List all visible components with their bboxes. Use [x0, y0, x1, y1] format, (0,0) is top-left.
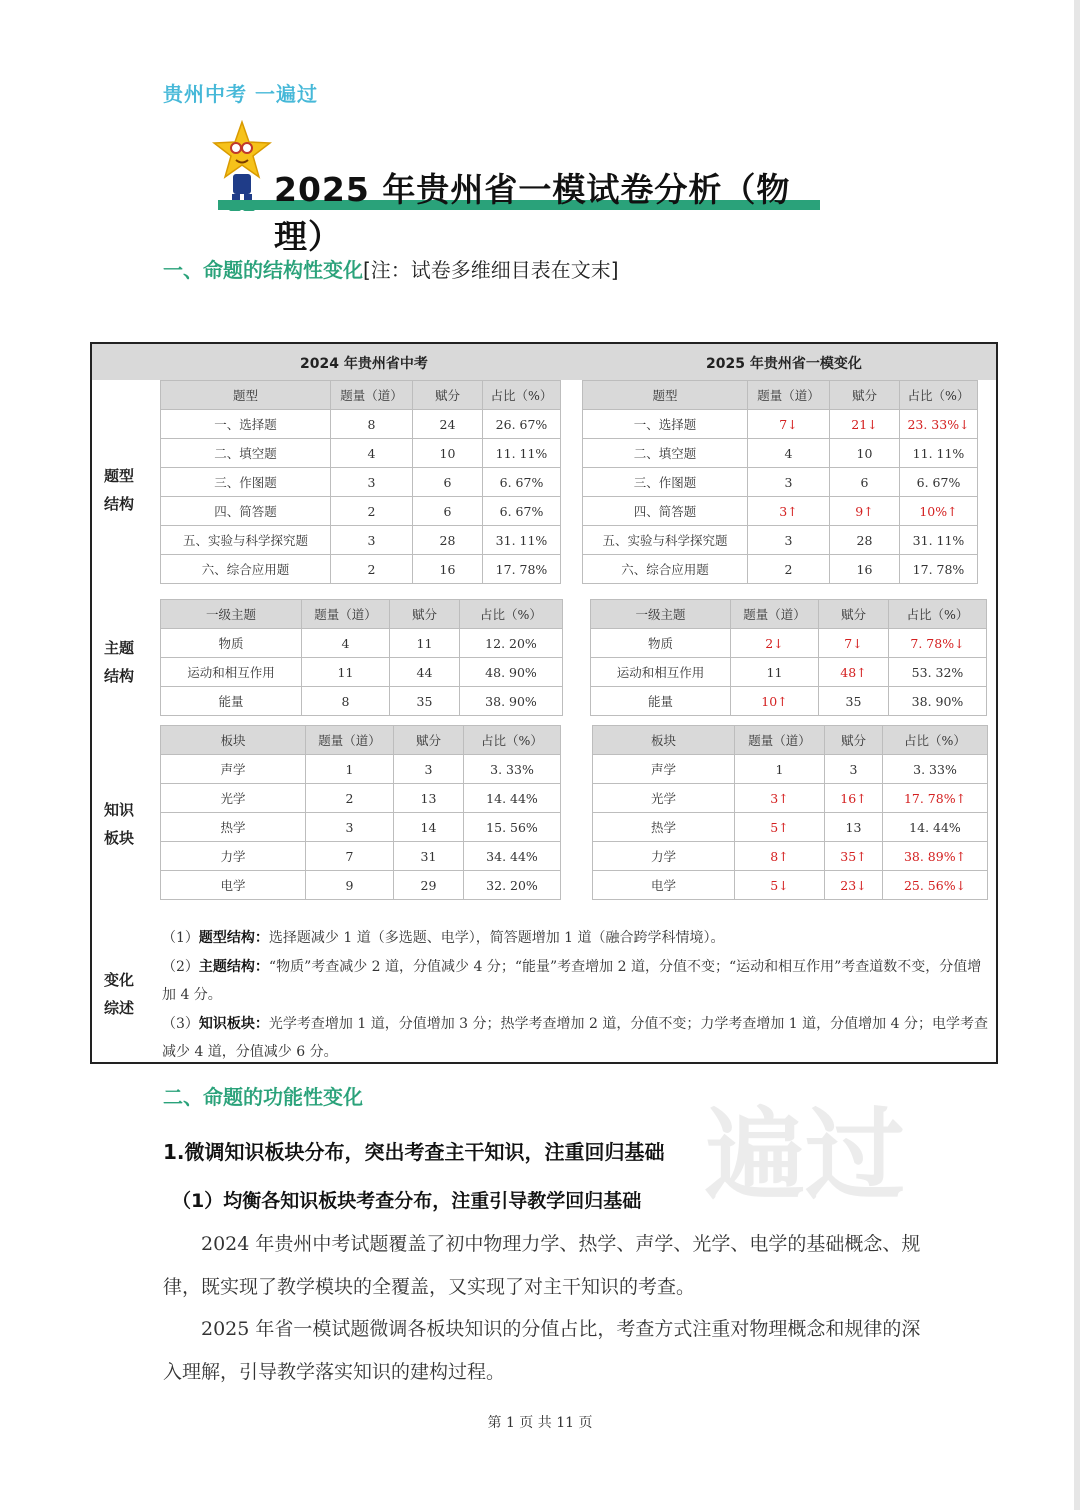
- table-cell: 3: [748, 526, 830, 555]
- table-cell: 10%↑: [900, 497, 978, 526]
- table-header-row: [593, 726, 988, 755]
- table-cell: 能量: [591, 687, 731, 716]
- header-2024: 2024 年贵州省中考: [300, 356, 428, 372]
- summary-item: （3）知识板块：光学考查增加 1 道，分值增加 3 分；热学考查增加 2 道，分值不变；力学考查增加 1 道，分值增加 4 分；电学考查减少 4 道，分值减少 6 分。: [162, 1015, 988, 1060]
- table-cell: 6: [830, 468, 900, 497]
- header-2025: 2025 年贵州省一模变化: [706, 356, 862, 372]
- table-cell: 38. 89%↑: [883, 842, 988, 871]
- type-table-2024: [160, 380, 561, 584]
- table-header-row: [583, 381, 978, 410]
- table-cell: 16: [830, 555, 900, 584]
- table-header-row: [591, 600, 987, 629]
- table-cell: 6: [413, 468, 483, 497]
- frame-header: [92, 344, 996, 380]
- table-cell: 35↑: [825, 842, 883, 871]
- table-cell: 7: [306, 842, 394, 871]
- column-header: 赋分: [825, 726, 883, 755]
- table-cell: 14: [394, 813, 464, 842]
- table-cell: 48↑: [819, 658, 889, 687]
- table-cell: 24: [413, 410, 483, 439]
- table-cell: 53. 32%: [889, 658, 987, 687]
- table-cell: 5↓: [735, 871, 825, 900]
- table-cell: 11: [731, 658, 819, 687]
- column-header: 题型: [583, 381, 748, 410]
- table-cell: 运动和相互作用: [161, 658, 302, 687]
- table-cell: 16↑: [825, 784, 883, 813]
- table-cell: 10↑: [731, 687, 819, 716]
- column-header: 赋分: [394, 726, 464, 755]
- table-cell: 1: [735, 755, 825, 784]
- table-cell: 7↓: [819, 629, 889, 658]
- table-cell: 11. 11%: [900, 439, 978, 468]
- table-cell: 15. 56%: [464, 813, 561, 842]
- table-cell: 3: [306, 813, 394, 842]
- table-cell: 14. 44%: [464, 784, 561, 813]
- table-cell: 11. 11%: [483, 439, 561, 468]
- table-cell: 25. 56%↓: [883, 871, 988, 900]
- table-cell: 3: [331, 526, 413, 555]
- table-cell: 16: [413, 555, 483, 584]
- table-cell: 44: [390, 658, 460, 687]
- table-cell: 11: [390, 629, 460, 658]
- section-2-heading: 二、命题的功能性变化: [163, 1085, 363, 1109]
- table-cell: 3: [748, 468, 830, 497]
- table-cell: 21↓: [830, 410, 900, 439]
- table-row: [161, 687, 563, 716]
- table-cell: 4: [748, 439, 830, 468]
- table-row: [583, 526, 978, 555]
- column-header: 板块: [161, 726, 306, 755]
- table-row: [583, 555, 978, 584]
- table-cell: 38. 90%: [889, 687, 987, 716]
- column-header: 一级主题: [591, 600, 731, 629]
- table-cell: 2: [306, 784, 394, 813]
- table-cell: 3. 33%: [464, 755, 561, 784]
- column-header: 赋分: [830, 381, 900, 410]
- table-cell: 31. 11%: [483, 526, 561, 555]
- table-cell: 热学: [593, 813, 735, 842]
- column-header: 题量（道）: [331, 381, 413, 410]
- table-cell: 23↓: [825, 871, 883, 900]
- table-row: [161, 555, 561, 584]
- summary-item: （2）主题结构：“物质”考查减少 2 道，分值减少 4 分；“能量”考查增加 2 道，分值不变；“运动和相互作用”考查道数不变，分值增加 4 分。: [162, 958, 982, 1003]
- column-header: 占比（%）: [900, 381, 978, 410]
- table-cell: 35: [390, 687, 460, 716]
- column-header: 题型: [161, 381, 331, 410]
- table-cell: 13: [825, 813, 883, 842]
- table-cell: 热学: [161, 813, 306, 842]
- table-row: [161, 813, 561, 842]
- table-cell: 三、作图题: [161, 468, 331, 497]
- table-cell: 运动和相互作用: [591, 658, 731, 687]
- table-cell: 物质: [161, 629, 302, 658]
- table-cell: 四、简答题: [161, 497, 331, 526]
- table-row: [593, 784, 988, 813]
- table-cell: 力学: [161, 842, 306, 871]
- table-row: [591, 658, 987, 687]
- table-cell: 6: [413, 497, 483, 526]
- table-cell: 一、选择题: [583, 410, 748, 439]
- watermark-logo: [705, 1090, 935, 1210]
- section-1-note: [注：试卷多维细目表在文末]: [363, 258, 619, 282]
- column-header: 占比（%）: [460, 600, 563, 629]
- page-footer: 第 1 页 共 11 页: [487, 1415, 593, 1431]
- table-cell: 四、简答题: [583, 497, 748, 526]
- table-cell: 能量: [161, 687, 302, 716]
- table-cell: 声学: [161, 755, 306, 784]
- table-cell: 7↓: [748, 410, 830, 439]
- page-title: 2025 年贵州省一模试卷分析（物理）: [274, 170, 791, 256]
- table-row: [161, 629, 563, 658]
- table-cell: 23. 33%↓: [900, 410, 978, 439]
- section-1-heading: [163, 254, 619, 283]
- table-cell: 六、综合应用题: [583, 555, 748, 584]
- table-row: [161, 468, 561, 497]
- table-cell: 声学: [593, 755, 735, 784]
- table-row: [593, 871, 988, 900]
- column-header: 占比（%）: [883, 726, 988, 755]
- subheading-1: 1.微调知识板块分布，突出考查主干知识，注重回归基础: [163, 1140, 665, 1164]
- table-cell: 电学: [161, 871, 306, 900]
- table-row: [161, 439, 561, 468]
- table-cell: 35: [819, 687, 889, 716]
- table-cell: 14. 44%: [883, 813, 988, 842]
- paragraph: 2025 年省一模试题微调各板块知识的分值占比，考查方式注重对物理概念和规律的深入理解，引导教学落实知识的建构过程。: [163, 1318, 921, 1383]
- change-summary: [162, 924, 988, 1067]
- column-header: 题量（道）: [735, 726, 825, 755]
- table-cell: 9: [306, 871, 394, 900]
- table-row: [161, 526, 561, 555]
- table-cell: 10: [413, 439, 483, 468]
- table-cell: 3↑: [748, 497, 830, 526]
- table-cell: 26. 67%: [483, 410, 561, 439]
- column-header: 赋分: [413, 381, 483, 410]
- table-row: [161, 871, 561, 900]
- table-row: [161, 410, 561, 439]
- table-cell: 28: [830, 526, 900, 555]
- summary-item: （1）题型结构：选择题减少 1 道（多选题、电学），简答题增加 1 道（融合跨学科情境）。: [162, 930, 725, 946]
- row-label-theme: 主题 结构: [104, 639, 135, 685]
- table-cell: 8: [331, 410, 413, 439]
- column-header: 题量（道）: [306, 726, 394, 755]
- table-cell: 2↓: [731, 629, 819, 658]
- table-header-row: [161, 726, 561, 755]
- table-cell: 12. 20%: [460, 629, 563, 658]
- subheading-1-1: （1）均衡各知识板块考查分布，注重引导教学回归基础: [172, 1190, 642, 1212]
- column-header: 占比（%）: [464, 726, 561, 755]
- table-row: [583, 468, 978, 497]
- table-cell: 3↑: [735, 784, 825, 813]
- table-cell: 一、选择题: [161, 410, 331, 439]
- table-cell: 2: [331, 497, 413, 526]
- column-header: 占比（%）: [889, 600, 987, 629]
- table-cell: 六、综合应用题: [161, 555, 331, 584]
- row-label-type: 题型 结构: [104, 467, 135, 513]
- table-cell: 物质: [591, 629, 731, 658]
- brand-header: 贵州中考 一遍过: [163, 82, 318, 106]
- table-row: [591, 687, 987, 716]
- table-cell: 二、填空题: [583, 439, 748, 468]
- table-cell: 光学: [161, 784, 306, 813]
- table-cell: 17. 78%: [900, 555, 978, 584]
- table-cell: 11: [302, 658, 390, 687]
- table-row: [591, 629, 987, 658]
- table-row: [161, 497, 561, 526]
- table-cell: 4: [331, 439, 413, 468]
- column-header: 题量（道）: [748, 381, 830, 410]
- table-cell: 3: [331, 468, 413, 497]
- table-cell: 13: [394, 784, 464, 813]
- theme-table-2024: [160, 599, 563, 716]
- table-row: [593, 842, 988, 871]
- table-cell: 48. 90%: [460, 658, 563, 687]
- column-header: 题量（道）: [302, 600, 390, 629]
- table-cell: 3: [394, 755, 464, 784]
- theme-table-2025: [590, 599, 987, 716]
- table-row: [593, 813, 988, 842]
- knowledge-table-2024: [160, 725, 561, 900]
- table-cell: 38. 90%: [460, 687, 563, 716]
- table-cell: 32. 20%: [464, 871, 561, 900]
- row-label-knowledge: 知识 板块: [104, 801, 135, 847]
- row-label-summary: 变化 综述: [104, 971, 135, 1017]
- table-header-row: [161, 381, 561, 410]
- table-cell: 8: [302, 687, 390, 716]
- column-header: 一级主题: [161, 600, 302, 629]
- table-row: [161, 755, 561, 784]
- column-header: 赋分: [390, 600, 460, 629]
- table-row: [161, 842, 561, 871]
- column-header: 占比（%）: [483, 381, 561, 410]
- table-header-row: [161, 600, 563, 629]
- table-cell: 17. 78%↑: [883, 784, 988, 813]
- page-edge: [1074, 0, 1080, 1510]
- table-cell: 力学: [593, 842, 735, 871]
- table-cell: 3. 33%: [883, 755, 988, 784]
- body-paragraphs: [163, 1223, 923, 1393]
- table-row: [583, 410, 978, 439]
- table-cell: 光学: [593, 784, 735, 813]
- table-row: [583, 497, 978, 526]
- table-cell: 6. 67%: [900, 468, 978, 497]
- table-cell: 8↑: [735, 842, 825, 871]
- table-cell: 电学: [593, 871, 735, 900]
- table-cell: 五、实验与科学探究题: [161, 526, 331, 555]
- table-cell: 17. 78%: [483, 555, 561, 584]
- table-cell: 2: [331, 555, 413, 584]
- title-banner: [218, 160, 820, 256]
- table-cell: 29: [394, 871, 464, 900]
- column-header: 赋分: [819, 600, 889, 629]
- table-cell: 10: [830, 439, 900, 468]
- table-cell: 4: [302, 629, 390, 658]
- table-cell: 34. 44%: [464, 842, 561, 871]
- table-cell: 3: [825, 755, 883, 784]
- table-cell: 7. 78%↓: [889, 629, 987, 658]
- table-cell: 5↑: [735, 813, 825, 842]
- table-cell: 1: [306, 755, 394, 784]
- svg-text:遍过: 遍过: [705, 1097, 905, 1210]
- table-row: [161, 784, 561, 813]
- table-row: [593, 755, 988, 784]
- table-cell: 三、作图题: [583, 468, 748, 497]
- table-cell: 五、实验与科学探究题: [583, 526, 748, 555]
- table-cell: 二、填空题: [161, 439, 331, 468]
- section-1-title: 一、命题的结构性变化: [163, 258, 363, 282]
- type-table-2025: [582, 380, 978, 584]
- table-row: [161, 658, 563, 687]
- table-cell: 6. 67%: [483, 468, 561, 497]
- table-cell: 9↑: [830, 497, 900, 526]
- table-row: [583, 439, 978, 468]
- table-cell: 31: [394, 842, 464, 871]
- table-cell: 31. 11%: [900, 526, 978, 555]
- paragraph: 2024 年贵州中考试题覆盖了初中物理力学、热学、声学、光学、电学的基础概念、规律，既实现了教学模块的全覆盖，又实现了对主干知识的考查。: [163, 1233, 921, 1298]
- table-cell: 2: [748, 555, 830, 584]
- column-header: 板块: [593, 726, 735, 755]
- knowledge-table-2025: [592, 725, 988, 900]
- column-header: 题量（道）: [731, 600, 819, 629]
- table-cell: 6. 67%: [483, 497, 561, 526]
- table-cell: 28: [413, 526, 483, 555]
